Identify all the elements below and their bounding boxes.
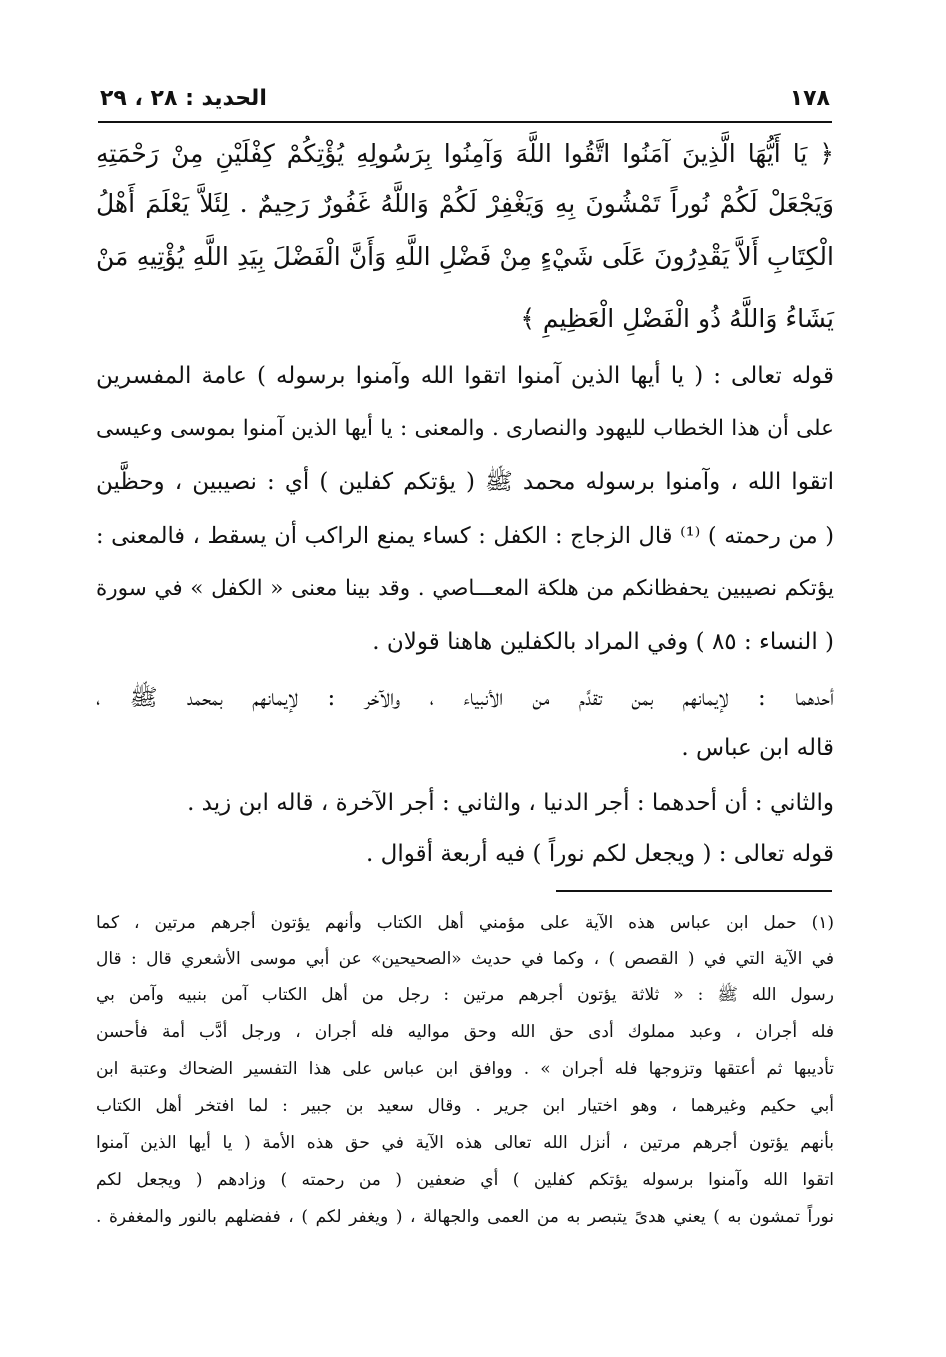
running-title: الحديد : ٢٨ ، ٢٩ <box>100 85 267 111</box>
footnote-line: اتقوا الله وآمنوا برسوله يؤتكم كفلين ) أي ضعفين ( من رحمته ) وزادهم ( ويجعل لكم <box>96 1170 834 1190</box>
body-line: اتقوا الله ، وآمنوا برسوله محمد ﷺ ( يؤتكم كفلين ) أي : نصيبين ، وحظَّين <box>96 469 834 495</box>
footnote-line: نوراً تمشون به ) يعني هدىً يتبصر به من العمى والجهالة ، ( ويغفر لكم ) ، ففضلهم بالنور والمغفرة . <box>96 1207 834 1227</box>
verse-line: يَشَاءُ وَاللَّهُ ذُو الْفَضْلِ الْعَظِيمِ ﴾ <box>520 304 834 333</box>
body-line: أحدهما : لإيمانهم بمن تقدَّم من الأنبياء ، والآخر : لإيمانهم بمحمد ﷺ ، <box>96 685 834 711</box>
verse-line: الْكِتَابِ أَلاَّ يَقْدِرُونَ عَلَى شَيْءٍ مِنْ فَضْلِ اللَّهِ وَأَنَّ الْفَضْلَ بِيَدِ اللَّهِ يُؤْتِيهِ مَنْ <box>96 242 834 271</box>
header-rule <box>98 121 832 123</box>
verse-line: وَيَجْعَلْ لَكُمْ نُوراً تَمْشُونَ بِهِ وَيَغْفِرْ لَكُمْ وَاللَّهُ غَفُورٌ رَحِيمٌ . لِئَلاَّ يَعْلَمَ أَهْلُ <box>96 189 834 218</box>
body-line: قوله تعالى : ( يا أيها الذين آمنوا اتقوا الله وآمنوا برسوله ) عامة المفسرين <box>96 363 834 389</box>
footnote-line: رسول الله ﷺ : « ثلاثة يؤتون أجرهم مرتين : رجل من أهل الكتاب آمن بنبيه وآمن بي <box>96 985 834 1005</box>
footnote-line: أبي حكيم وغيرهما ، وهو اختيار ابن جرير . وقال سعيد بن جبير : لما افتخر أهل الكتاب <box>96 1096 834 1116</box>
body-line: والثاني : أن أحدهما : أجر الدنيا ، والثاني : أجر الآخرة ، قاله ابن زيد . <box>187 790 834 816</box>
page-number: ١٧٨ <box>789 85 830 111</box>
body-line: قوله تعالى : ( ويجعل لكم نوراً ) فيه أربعة أقوال . <box>366 841 834 867</box>
footnote-rule <box>556 890 832 892</box>
page-header <box>100 80 830 116</box>
body-line: ( النساء : ٨٥ ) وفي المراد بالكفلين هاهنا قولان . <box>372 629 834 655</box>
verse-line: ﴿ يَا أَيُّهَا الَّذِينَ آمَنُوا اتَّقُوا اللَّهَ وَآمِنُوا بِرَسُولِهِ يُؤْتِكُمْ كِفْلَيْنِ مِنْ رَحْمَتِهِ <box>96 139 834 168</box>
footnote-line: تأديبها ثم أعتقها وتزوجها فله أجران » . ووافق ابن عباس على هذا التفسير الضحاك وعتبة ابن <box>96 1059 834 1079</box>
body-line: يؤتكم نصيبين يحفظانكم من هلكة المعـــاصي . وقد بينا معنى « الكفل » في سورة <box>96 576 834 601</box>
body-line: على أن هذا الخطاب لليهود والنصارى . والمعنى : يا أيها الذين آمنوا بموسى وعيسى <box>96 416 834 441</box>
footnote-line: (١) حمل ابن عباس هذه الآية على مؤمني أهل الكتاب وأنهم يؤتون أجرهم مرتين ، كما <box>96 913 834 933</box>
body-line: ( من رحمته ) ⁽¹⁾ قال الزجاج : الكفل : كساء يمنع الراكب أن يسقط ، فالمعنى : <box>96 523 834 549</box>
footnote-line: بأنهم يؤتون أجرهم مرتين ، أنزل الله تعالى هذه الآية في حق هذه الأمة ( يا أيها الذين آمنوا <box>96 1133 834 1153</box>
footnote-line: في الآية التي في ( القصص ) ، وكما في حديث «الصحيحين» عن أبي موسى الأشعري قال : قال <box>96 949 834 969</box>
body-line: قاله ابن عباس . <box>681 735 834 761</box>
footnote-line: فله أجران ، وعبد مملوك أدى حق الله وحق مواليه فله أجران ، ورجل أدَّب أمة فأحسن <box>96 1022 834 1042</box>
